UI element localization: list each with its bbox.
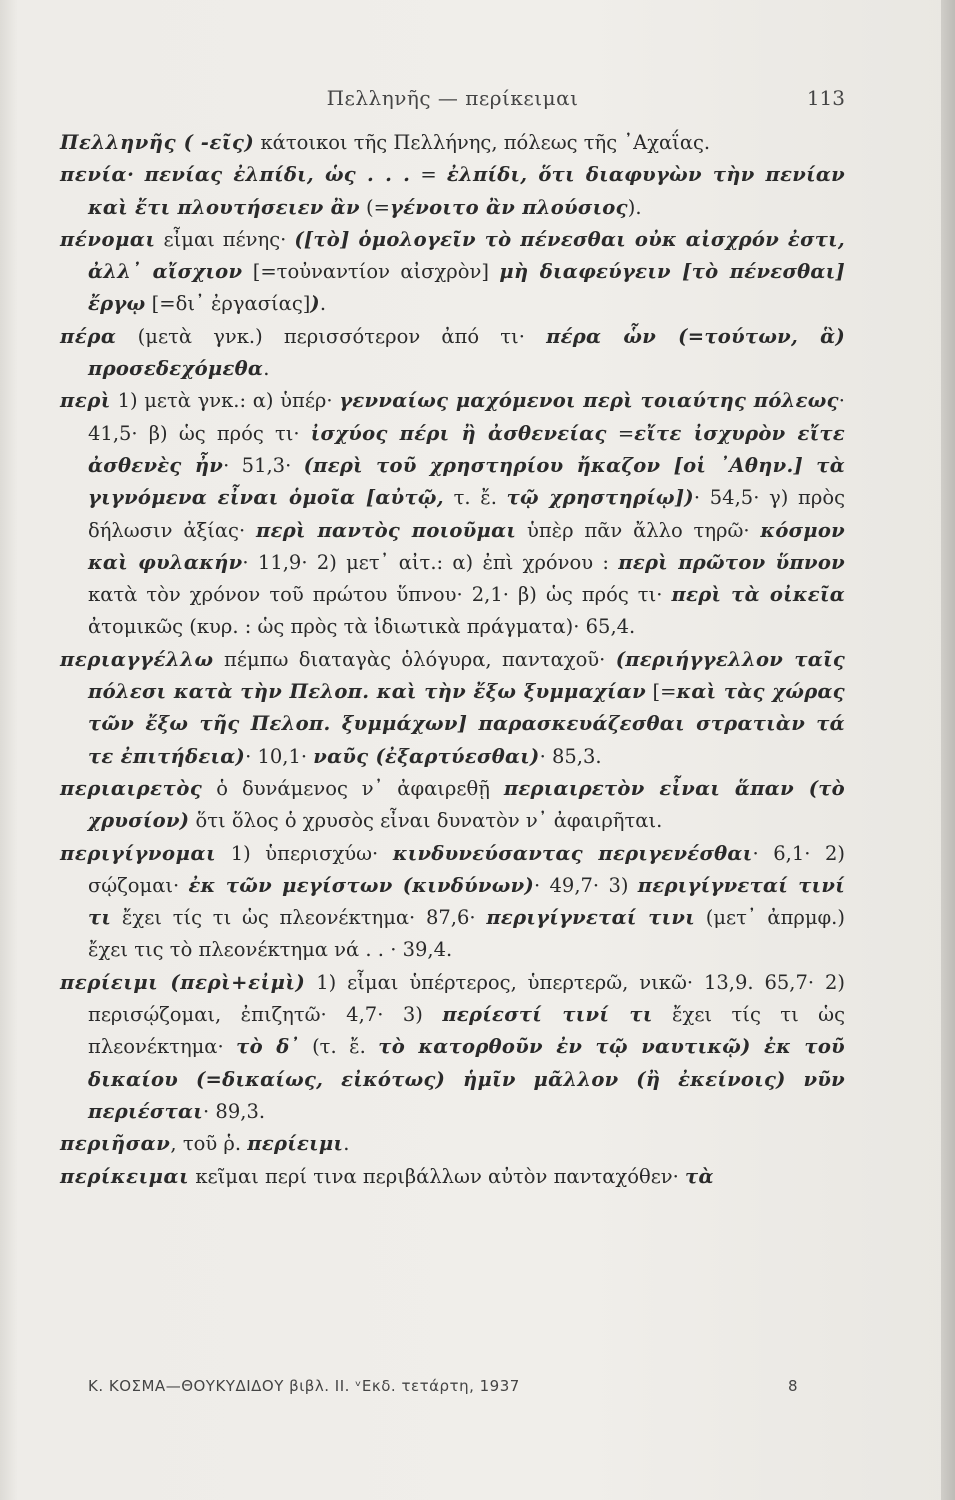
lexicon-entry: πένομαι εἶμαι πένης· ([τὸ] ὁμολογεῖν τὸ πένεσθαι οὐκ αἰσχρόν ἐστι, ἀλλ᾿ αἴσχιον [=τοὐναντίον αἰσχρὸν] μὴ διαφεύγειν [τὸ πένεσθαι] ἔργῳ [=δι᾿ ἐργασίας]). (60, 227, 845, 316)
lexicon-entry: πέρα (μετὰ γνκ.) περισσότερον ἀπό τι· πέρα ὧν (=τούτων, ἃ) προσεδεχόμεθα. (60, 324, 845, 381)
page-header (60, 86, 845, 118)
page-number: 113 (806, 86, 845, 110)
lexicon-entry: περιαγγέλλω πέμπω διαταγὰς ὁλόγυρα, πανταχοῦ· (περιήγγελλον ταῖς πόλεσι κατὰ τὴν Πελοπ. καὶ τὴν ἔξω ξυμμαχίαν [=καὶ τὰς χώρας τῶν ἔξω τῆς Πελοπ. ξυμμάχων] παρασκευάζεσθαι στρατιὰν τά τε ἐπιτήδεια)· 10,1· ναῦς (ἐξαρτύεσθαι)· 85,3. (60, 647, 845, 768)
lexicon-entries (60, 127, 845, 1193)
footer-credit: Κ. ΚΟΣΜΑ—ΘΟΥΚΥΔΙΔΟΥ βιβλ. ΙΙ. ᵛΕκδ. τετάρτη, 1937 (88, 1377, 520, 1395)
footer-signature: 8 (787, 1377, 798, 1395)
lexicon-entry: περὶ 1) μετὰ γνκ.: α) ὑπέρ· γενναίως μαχόμενοι περὶ τοιαύτης πόλεως· 41,5· β) ὡς πρός τι· ἰσχύος πέρι ἢ ἀσθενείας =εἴτε ἰσχυρὸν εἴτε ἀσθενὲς ἦν· 51,3· (περὶ τοῦ χρηστηρίου ἤκαζον [οἱ ᾿Αθην.] τὰ γιγνόμενα εἶναι ὁμοῖα [αὐτῷ, τ. ἔ. τῷ χρηστηρίῳ])· 54,5· γ) πρὸς δήλωσιν ἀξίας· περὶ παντὸς ποιοῦμαι ὑπὲρ πᾶν ἄλλο τηρῶ· κόσμον καὶ φυλακήν· 11,9· 2) μετ᾿ αἰτ.: α) ἐπὶ χρόνου : περὶ πρῶτον ὕπνον κατὰ τὸν χρόνον τοῦ πρώτου ὕπνου· 2,1· β) ὡς πρός τι· περὶ τὰ οἰκεῖα ἀτομικῶς (κυρ. : ὡς πρὸς τὰ ἰδιωτικὰ πράγματα)· 65,4. (60, 389, 846, 639)
lexicon-entry: περίειμι (περὶ+εἰμὶ) 1) εἶμαι ὑπέρτερος, ὑπερτερῶ, νικῶ· 13,9. 65,7· 2) περισῴζομαι, ἐπιζητῶ· 4,7· 3) περίεστί τινί τι ἔχει τίς τι ὡς πλεονέκτημα· τὸ δ᾿ (τ. ἔ. τὸ κατορθοῦν ἐν τῷ ναυτικῷ) ἐκ τοῦ δικαίου (=δικαίως, εἰκότως) ἡμῖν μᾶλλον (ἢ ἐκείνοις) νῦν περιέσται· 89,3. (60, 970, 846, 1123)
lexicon-entry: περίκειμαι κεῖμαι περί τινα περιβάλλων αὐτὸν πανταχόθεν· τὰ (60, 1164, 714, 1188)
lexicon-entry: πενία· πενίας ἐλπίδι, ὡς . . . = ἐλπίδι, ὅτι διαφυγὼν τὴν πενίαν καὶ ἔτι πλουτήσειεν ἂν (=γένοιτο ἂν πλούσιος). (60, 163, 845, 219)
lexicon-entry: Πελληνῆς ( -εῖς) κάτοικοι τῆς Πελλήνης, πόλεως τῆς ᾿Αχαΐας. (60, 131, 711, 154)
lexicon-entry: περιαιρετὸς ὁ δυνάμενος ν᾿ ἀφαιρεθῇ περιαιρετὸν εἶναι ἅπαν (τὸ χρυσίον) ὅτι ὅλος ὁ χρυσὸς εἶναι δυνατὸν ν᾿ ἀφαιρῆται. (60, 776, 845, 833)
lexicon-entry: περιγίγνομαι 1) ὑπερισχύω· κινδυνεύσαντας περιγενέσθαι· 6,1· 2) σῴζομαι· ἐκ τῶν μεγίστων (κινδύνων)· 49,7· 3) περιγίγνεταί τινί τι ἔχει τίς τι ὡς πλεονέκτημα· 87,6· περιγίγνεταί τινι (μετ᾿ ἀπρμφ.) ἔχει τις τὸ πλεονέκτημα νά . . · 39,4. (60, 841, 845, 962)
book-spine-shadow (941, 0, 955, 1500)
running-head: Πελληνῆς — περίκειμαι (326, 86, 579, 110)
lexicon-entry: περιῆσαν, τοῦ ῥ. περίειμι. (60, 1132, 350, 1156)
